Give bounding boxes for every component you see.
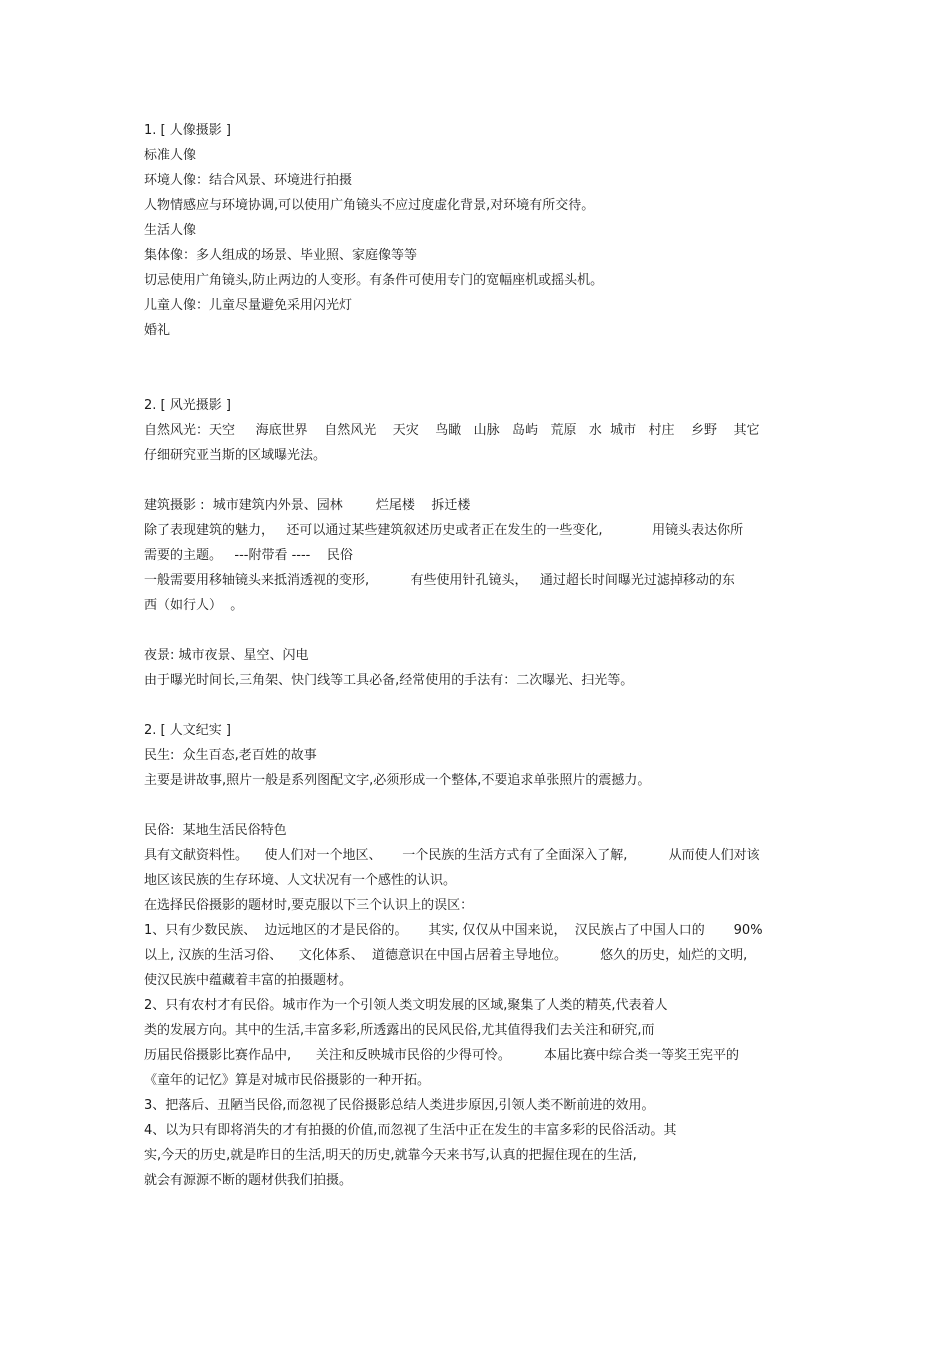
text-line: 使汉民族中蕴藏着丰富的拍摄题材。 bbox=[144, 973, 353, 988]
text-line: 标准人像 bbox=[144, 148, 197, 163]
section-heading-landscape: 2. [ 风光摄影 ] bbox=[144, 398, 231, 413]
text-line: 由于曝光时间长,三角架、快门线等工具必备,经常使用的手法有：二次曝光、扫光等。 bbox=[144, 673, 634, 688]
text-line: 切忌使用广角镜头,防止两边的人变形。有条件可使用专门的宽幅座机或摇头机。 bbox=[144, 273, 604, 288]
text-line: 集体像：多人组成的场景、毕业照、家庭像等等 bbox=[144, 248, 418, 263]
spacer bbox=[144, 343, 804, 393]
text-line: 2、只有农村才有民俗。城市作为一个引领人类文明发展的区域,聚集了人类的精英,代表着人 bbox=[144, 998, 668, 1013]
text-line: 以上, 汉族的生活习俗、 文化体系、 道德意识在中国占居着主导地位。 悠久的历史，灿烂的文明, bbox=[144, 948, 748, 963]
text-line: 建筑摄影 : 城市建筑内外景、园林 烂尾楼 拆迁楼 bbox=[144, 498, 471, 513]
text-line: 婚礼 bbox=[144, 323, 171, 338]
section-heading-documentary: 2. [ 人文纪实 ] bbox=[144, 723, 231, 738]
text-line: 1、只有少数民族、 边远地区的才是民俗的。 其实, 仅仅从中国来说， 汉民族占了中国人口的 90% bbox=[144, 923, 763, 938]
text-line: 民生: 众生百态,老百姓的故事 bbox=[144, 748, 317, 763]
text-line: 生活人像 bbox=[144, 223, 197, 238]
text-line: 4、以为只有即将消失的才有拍摄的价值,而忽视了生活中正在发生的丰富多彩的民俗活动。其 bbox=[144, 1123, 677, 1138]
text-line: 夜景: 城市夜景、星空、闪电 bbox=[144, 648, 309, 663]
text-line: 具有文献资料性。 使人们对一个地区、 一个民族的生活方式有了全面深入了解, 从而使人们对该 bbox=[144, 848, 760, 863]
text-line: 环境人像：结合风景、环境进行拍摄 bbox=[144, 173, 353, 188]
text-line: 除了表现建筑的魅力， 还可以通过某些建筑叙述历史或者正在发生的一些变化, 用镜头表达你所 bbox=[144, 523, 744, 538]
document-body bbox=[144, 118, 804, 1193]
text-line: 民俗: 某地生活民俗特色 bbox=[144, 823, 287, 838]
text-line: 3、把落后、丑陋当民俗,而忽视了民俗摄影总结人类进步原因,引领人类不断前进的效用。 bbox=[144, 1098, 655, 1113]
text-line: 历届民俗摄影比赛作品中, 关注和反映城市民俗的少得可怜。 本届比赛中综合类一等奖王宪平的 bbox=[144, 1048, 739, 1063]
section-heading-portrait: 1. [ 人像摄影 ] bbox=[144, 123, 231, 138]
text-line: 需要的主题。 ---附带看 ---- 民俗 bbox=[144, 548, 353, 563]
text-line: 一般需要用移轴镜头来抵消透视的变形, 有些使用针孔镜头， 通过超长时间曝光过滤掉移动的东 bbox=[144, 573, 735, 588]
text-line: 人物情感应与环境协调,可以使用广角镜头不应过度虚化背景,对环境有所交待。 bbox=[144, 198, 595, 213]
text-line: 仔细研究亚当斯的区域曝光法。 bbox=[144, 448, 327, 463]
text-line: 儿童人像：儿童尽量避免采用闪光灯 bbox=[144, 298, 353, 313]
spacer bbox=[144, 693, 804, 718]
text-line: 自然风光：天空 海底世界 自然风光 天灾 鸟瞰 山脉 岛屿 荒原 水 城市 村庄 乡野 其它 bbox=[144, 423, 760, 438]
text-line: 在选择民俗摄影的题材时,要克服以下三个认识上的误区： bbox=[144, 898, 474, 913]
text-line: 地区该民族的生存环境、人文状况有一个感性的认识。 bbox=[144, 873, 457, 888]
spacer bbox=[144, 793, 804, 818]
spacer bbox=[144, 618, 804, 643]
text-line: 《童年的记忆》算是对城市民俗摄影的一种开拓。 bbox=[144, 1073, 431, 1088]
spacer bbox=[144, 468, 804, 493]
text-line: 类的发展方向。其中的生活,丰富多彩,所透露出的民风民俗,尤其值得我们去关注和研究,而 bbox=[144, 1023, 655, 1038]
text-line: 主要是讲故事,照片一般是系列图配文字,必须形成一个整体,不要追求单张照片的震撼力。 bbox=[144, 773, 651, 788]
text-line: 就会有源源不断的题材供我们拍摄。 bbox=[144, 1173, 353, 1188]
text-line: 实,今天的历史,就是昨日的生活,明天的历史,就靠今天来书写,认真的把握住现在的生活, bbox=[144, 1148, 637, 1163]
text-line: 西（如行人） 。 bbox=[144, 598, 244, 613]
